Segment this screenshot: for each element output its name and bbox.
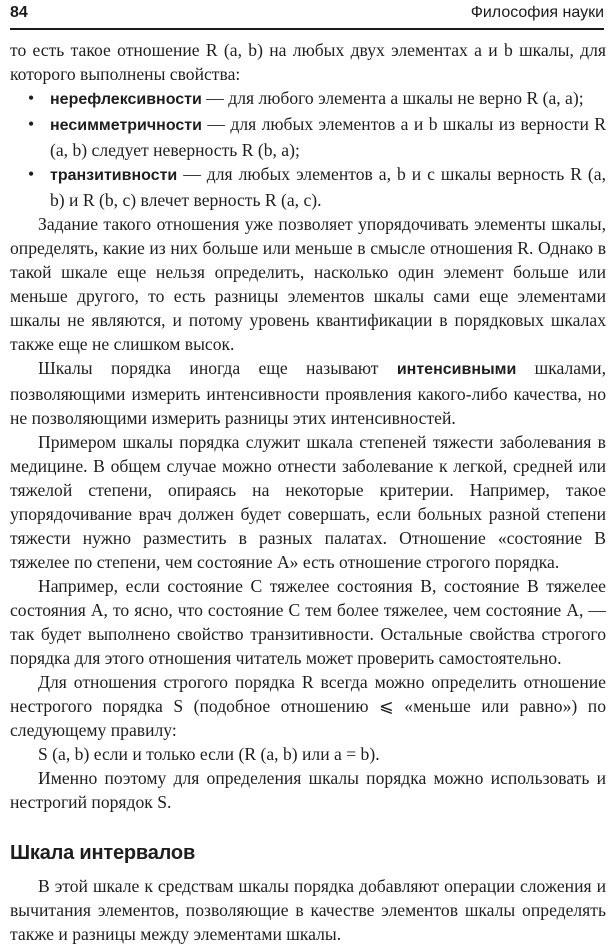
paragraph-nonstrict-order: Для отношения строгого порядка R всегда можно определить отношение нестрогого порядка S (подобное отношению ⩽ «меньше или равно») по следующему правилу: bbox=[10, 672, 606, 740]
bullet-icon: • bbox=[28, 114, 35, 134]
property-term: нерефлексивности bbox=[50, 91, 202, 108]
property-text: — для любых элементов a, b и c шкалы верность R (a, b) и R (b, c) влечет верность R (a, c). bbox=[50, 164, 606, 210]
paragraph-intensive-scales bbox=[10, 356, 606, 430]
page-body bbox=[10, 38, 606, 946]
intensive-term: интенсивными bbox=[396, 361, 517, 378]
intro-paragraph: то есть такое отношение R (a, b) на любых двух элементах a и b шкалы, для которого выполнены свойства: bbox=[10, 40, 606, 84]
bullet-icon: • bbox=[28, 164, 35, 184]
formula-line: S (a, b) если и только если (R (a, b) или a = b). bbox=[38, 744, 380, 764]
paragraph-ordering: Задание такого отношения уже позволяет упорядочивать элементы шкалы, определять, какие из них больше или меньше в смысле отношения R. Однако в такой шкале еще нельзя определить, насколько один элемент больше или меньше другого, то есть разницы элементов шкалы сами еще элементами шкалы не являются, и потому уровень квантификации в порядковых шкалах также еще не слишком высок. bbox=[10, 214, 606, 354]
header-rule bbox=[10, 28, 604, 30]
paragraph-medicine-example: Примером шкалы порядка служит шкала степеней тяжести заболевания в медицине. В общем случае можно отнести заболевание к легкой, средней или тяжелой степени, опираясь на некоторые критерии. Например, такое упорядочивание врач должен будет совершать, если больных разной степени тяжести нужно разместить в разных палатах. Отношение «состояние B тяжелее по степени, чем состояние A» есть отношение строгого порядка. bbox=[10, 432, 606, 572]
properties-list bbox=[10, 86, 606, 212]
paragraph-interval-scale: В этой шкале к средствам шкалы порядка добавляют операции сложения и вычитания элементов, позволяющие в качестве элементов шкалы определять также и разницы между элементами шкалы. bbox=[10, 876, 606, 944]
property-irreflexive bbox=[10, 86, 606, 112]
property-text: — для любых элементов a и b шкалы из верности R (a, b) следует неверность R (b, a); bbox=[50, 114, 606, 160]
property-term: несимметричности bbox=[50, 117, 202, 134]
paragraph-text: Шкалы порядка иногда еще называют bbox=[38, 358, 397, 378]
page-number: 84 bbox=[10, 4, 28, 21]
paragraph-transitivity-example: Например, если состояние C тяжелее состояния B, состояние B тяжелее состояния A, то ясно, что состояние C тем более тяжелее, чем состояние A, — так будет выполнено свойство транзитивности. Остальные свойства строгого порядка для этого отношения читатель может проверить самостоятельно. bbox=[10, 576, 606, 668]
bullet-icon: • bbox=[28, 88, 35, 108]
property-asymmetric bbox=[10, 112, 606, 162]
property-term: транзитивности bbox=[50, 167, 178, 184]
paragraph-conclusion: Именно поэтому для определения шкалы порядка можно использовать и нестрогий порядок S. bbox=[10, 768, 606, 812]
property-transitive bbox=[10, 162, 606, 212]
running-title: Философия науки bbox=[470, 4, 604, 21]
paragraph-text: шкалами, позволяющими измерить интенсивности проявления какого-либо качества, но не позволяющими измерить разницы этих интенсивностей. bbox=[10, 358, 606, 428]
section-heading: Шкала интервалов bbox=[10, 842, 196, 864]
property-text: — для любого элемента a шкалы не верно R (a, a); bbox=[201, 88, 584, 108]
page-header bbox=[10, 2, 604, 28]
